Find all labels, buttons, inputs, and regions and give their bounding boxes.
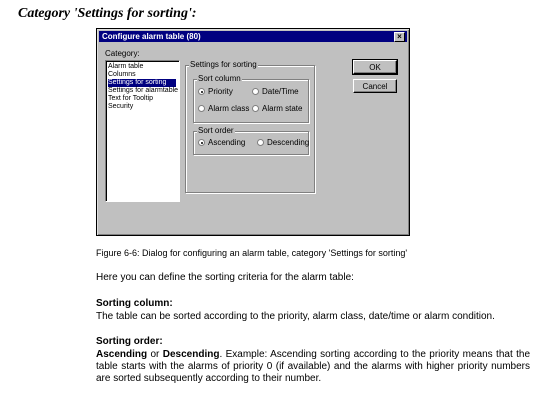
sorting-order-explanation: . Example: Ascending sorting according to the priority means that the table starts with the alarms of priority 0 (if available) and the alarms with higher priority numbers are sorted subsequently according to their number. xyxy=(96,349,530,384)
intro-text: Here you can define the sorting criteria for the alarm table: xyxy=(96,272,354,283)
sorting-column-title: Sorting column: xyxy=(96,298,173,309)
category-item-alarm-table[interactable]: Alarm table xyxy=(108,63,144,70)
sort-order-descending-radio[interactable] xyxy=(257,139,264,146)
sorting-order-text xyxy=(96,349,530,385)
category-item-settings-for-alarmtable[interactable]: Settings for alarmtable xyxy=(108,87,179,94)
settings-for-sorting-label: Settings for sorting xyxy=(190,60,257,69)
figure-caption: Figure 6-6: Dialog for configuring an alarm table, category 'Settings for sorting' xyxy=(96,248,408,258)
dialog-title: Configure alarm table (80) xyxy=(102,32,201,41)
sorting-order-title: Sorting order: xyxy=(96,336,163,347)
category-item-text-for-tooltip[interactable]: Text for Tooltip xyxy=(108,95,154,102)
sort-column-group xyxy=(193,79,309,123)
sorting-column-text: The table can be sorted according to the priority, alarm class, date/time or alarm condition. xyxy=(96,311,495,322)
sort-column-priority-label: Priority xyxy=(208,87,233,96)
sort-column-label: Sort column xyxy=(198,74,241,83)
sort-order-label: Sort order xyxy=(198,126,234,135)
category-label: Category: xyxy=(105,49,140,58)
sort-column-datetime-radio[interactable] xyxy=(252,88,259,95)
sort-column-priority-radio[interactable] xyxy=(198,88,205,95)
section-heading: Category 'Settings for sorting': xyxy=(18,6,197,21)
sort-column-datetime-label: Date/Time xyxy=(262,87,299,96)
category-item-settings-for-sorting[interactable]: Settings for sorting xyxy=(108,79,176,87)
sort-order-ascending-label: Ascending xyxy=(208,138,246,147)
category-item-security[interactable]: Security xyxy=(108,103,134,110)
close-icon[interactable]: × xyxy=(394,32,405,42)
descending-term: Descending xyxy=(162,349,220,360)
sort-order-descending-label: Descending xyxy=(267,138,310,147)
configure-alarm-table-dialog xyxy=(96,28,410,236)
ascending-term: Ascending xyxy=(96,349,148,360)
sort-column-alarm-class-label: Alarm class xyxy=(208,104,250,113)
category-item-columns[interactable]: Columns xyxy=(108,71,136,78)
sort-column-alarm-state-label: Alarm state xyxy=(262,104,303,113)
or-word: or xyxy=(147,349,163,360)
sort-column-alarm-state-radio[interactable] xyxy=(252,105,259,112)
cancel-button[interactable]: Cancel xyxy=(353,79,397,93)
sort-order-ascending-radio[interactable] xyxy=(198,139,205,146)
category-listbox[interactable] xyxy=(105,60,180,202)
sort-column-alarm-class-radio[interactable] xyxy=(198,105,205,112)
dialog-titlebar[interactable] xyxy=(99,31,407,42)
ok-button[interactable]: OK xyxy=(353,60,397,74)
